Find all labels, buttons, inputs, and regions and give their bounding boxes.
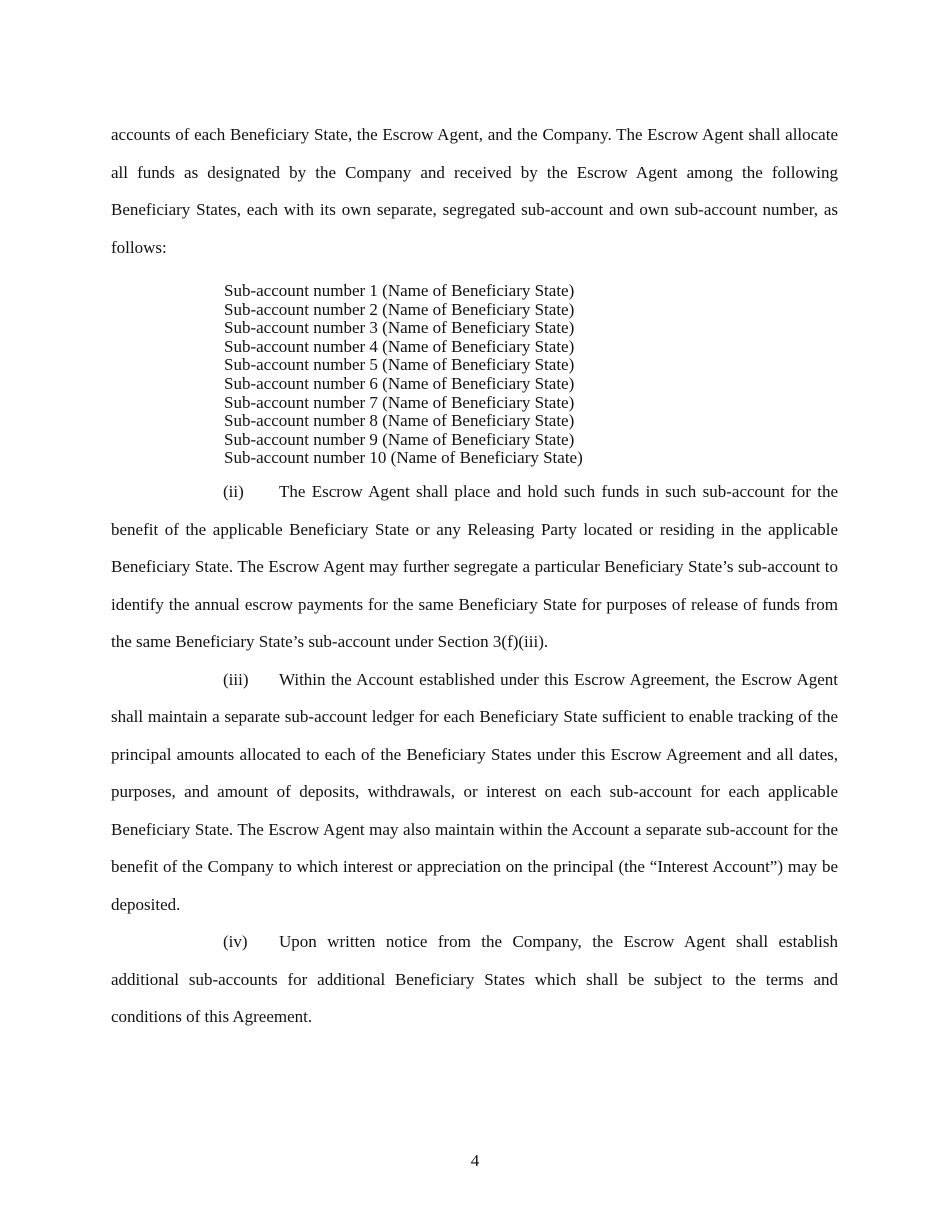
intro-paragraph: accounts of each Beneficiary State, the Escrow Agent, and the Company. The Escrow Agent shall allocate all funds as designated by the Company and received by the Escrow Agent among the following Beneficiary States, each with its own separate, segregated sub-account and own sub-account number, as follows: xyxy=(111,125,838,257)
intro-section xyxy=(111,116,838,266)
sub-account-item: Sub-account number 8 (Name of Beneficiary State) xyxy=(224,411,575,431)
sub-account-item: Sub-account number 9 (Name of Beneficiary State) xyxy=(224,429,575,449)
paragraph-text: The Escrow Agent shall place and hold such funds in such sub-account for the benefit of the applicable Beneficiary State or any Releasing Party located or residing in the applicable Beneficiary State. The Escrow Agent may further segregate a particular Beneficiary State’s sub-account to identify the annual escrow payments for the same Beneficiary State for purposes of release of funds from the same Beneficiary State’s sub-account under Section 3(f)(iii). xyxy=(111,482,838,651)
sub-account-item: Sub-account number 3 (Name of Beneficiary State) xyxy=(224,318,575,338)
paragraph-text: Within the Account established under this Escrow Agreement, the Escrow Agent shall maintain a separate sub-account ledger for each Beneficiary State sufficient to enable tracking of the principal amounts allocated to each of the Beneficiary States under this Escrow Agreement and all dates, purposes, and amount of deposits, withdrawals, or interest on each sub-account for each applicable Beneficiary State. The Escrow Agent may also maintain within the Account a separate sub-account for the benefit of the Company to which interest or appreciation on the principal (the “Interest Account”) may be deposited. xyxy=(111,669,838,914)
paragraph-number: (iii) xyxy=(223,669,249,689)
sub-account-list xyxy=(224,282,583,468)
paragraph-text: Upon written notice from the Company, the Escrow Agent shall establish additional sub-accounts for additional Beneficiary States which shall be subject to the terms and conditions of this Agreement. xyxy=(111,932,838,1026)
paragraph-ii xyxy=(111,473,838,661)
sub-account-item: Sub-account number 2 (Name of Beneficiary State) xyxy=(224,299,575,319)
sub-account-item: Sub-account number 5 (Name of Beneficiary State) xyxy=(224,355,575,375)
sub-account-item: Sub-account number 7 (Name of Beneficiary State) xyxy=(224,392,575,412)
sub-account-item: Sub-account number 1 (Name of Beneficiary State) xyxy=(224,281,575,300)
paragraph-number: (ii) xyxy=(223,482,244,501)
paragraph-number: (iv) xyxy=(223,932,248,951)
sub-account-item: Sub-account number 10 (Name of Beneficiary State) xyxy=(224,448,583,468)
numbered-paragraphs xyxy=(111,473,838,1036)
page-number: 4 xyxy=(470,1151,480,1170)
sub-account-item: Sub-account number 6 (Name of Beneficiary State) xyxy=(224,373,575,393)
sub-account-item: Sub-account number 4 (Name of Beneficiary State) xyxy=(224,336,575,356)
paragraph-iii xyxy=(111,661,838,924)
paragraph-iv xyxy=(111,923,838,1036)
